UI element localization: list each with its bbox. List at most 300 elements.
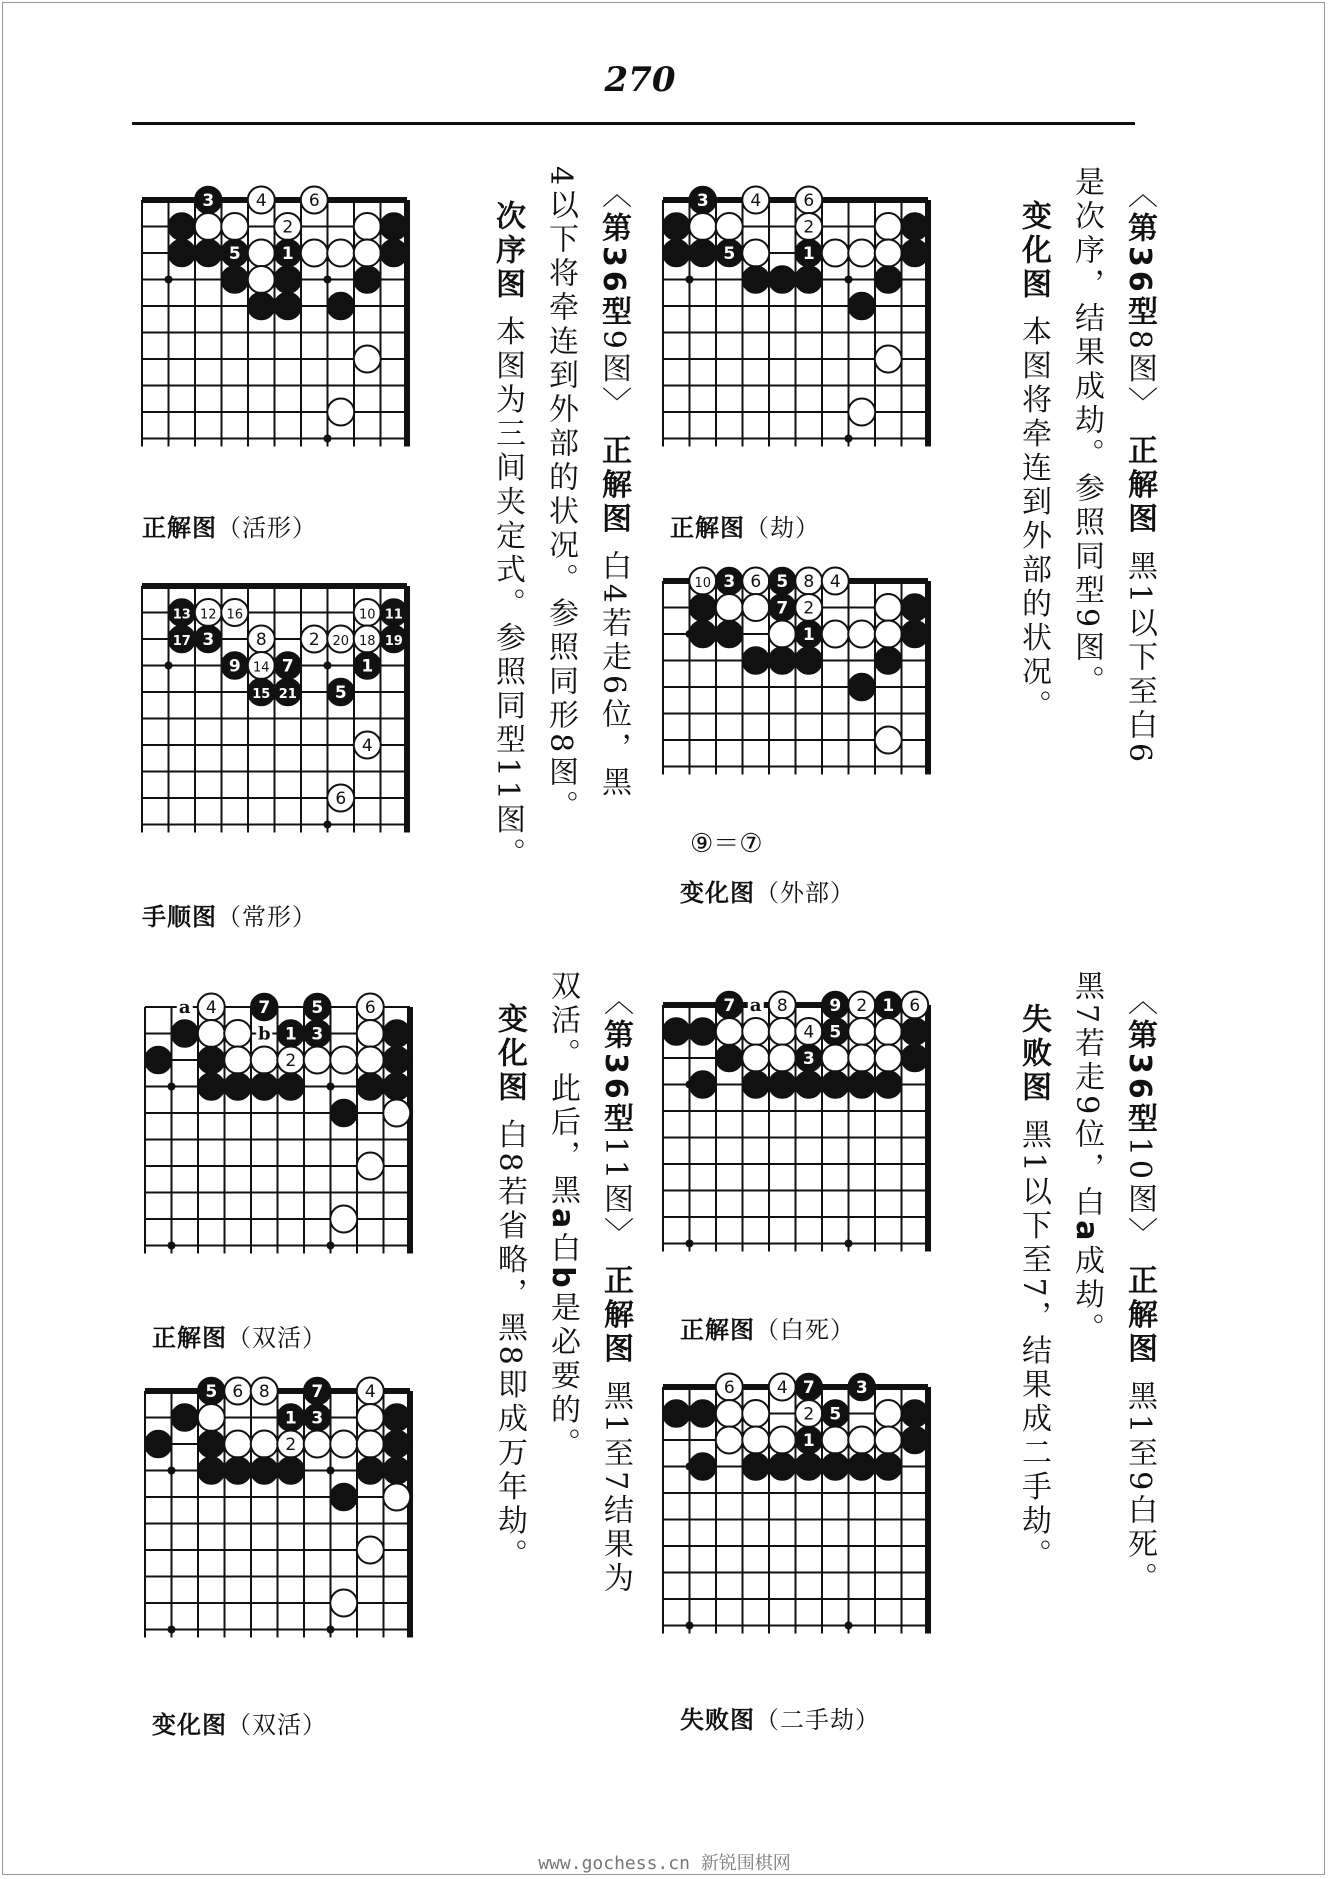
white-stone (198, 1404, 225, 1431)
move-number: 5 (829, 1022, 842, 1043)
black-stone (145, 1431, 172, 1458)
move-number: 3 (855, 1378, 868, 1398)
white-stone (848, 1045, 875, 1072)
text-col-10b (1069, 970, 1104, 1347)
move-number: 4 (361, 736, 373, 756)
black-stone (875, 647, 902, 674)
black-stone (795, 647, 822, 674)
text-segment: 黑1以下至7，结果成二手劫。 (1016, 1105, 1051, 1573)
black-stone (224, 1073, 251, 1100)
white-stone (742, 1018, 769, 1045)
move-number: 8 (776, 996, 788, 1016)
go-diagram-10-solution (663, 991, 1008, 1291)
white-stone (742, 1400, 769, 1427)
text-segment: 白4若走6位，黑 (596, 536, 631, 801)
text-segment: 本图将牵连到外部的状况。 (1016, 302, 1051, 724)
text-col-8c (1016, 200, 1051, 724)
black-stone (689, 1400, 716, 1427)
star-point (165, 662, 173, 670)
white-stone (742, 1427, 769, 1454)
white-stone (357, 1431, 384, 1458)
caption-d7: 失败图（二手劫） (680, 1706, 880, 1734)
black-stone (198, 1073, 225, 1100)
black-stone (689, 1071, 716, 1098)
move-number: 4 (776, 1378, 788, 1398)
move-number: 1 (882, 996, 895, 1016)
black-stone (277, 1457, 304, 1484)
black-stone (901, 1400, 928, 1427)
black-stone (357, 1457, 384, 1484)
move-number: 21 (278, 687, 297, 702)
black-stone (742, 1071, 769, 1098)
black-stone (171, 1404, 198, 1431)
go-diagram-8-variation (663, 567, 1008, 817)
black-stone (663, 1400, 690, 1427)
white-stone (251, 1047, 278, 1074)
caption-d3: 变化图（外部） (680, 879, 855, 907)
move-number: 4 (829, 572, 841, 592)
text-segment: 黑1以下至白6 (1122, 536, 1157, 767)
black-stone (901, 1018, 928, 1045)
star-point (324, 435, 332, 443)
black-stone (663, 1018, 690, 1045)
white-stone (383, 1100, 410, 1127)
move-number: 4 (803, 1022, 815, 1043)
white-stone (383, 1484, 410, 1511)
black-stone (357, 1073, 384, 1100)
star-point (168, 1242, 176, 1250)
white-stone (875, 727, 902, 754)
black-stone (795, 1071, 822, 1098)
diagram-note: ⑨＝⑦ (690, 829, 763, 859)
move-number: 6 (750, 572, 762, 592)
black-stone (822, 1071, 849, 1098)
text-segment: 白8若省略，黑8即成万年劫。 (492, 1105, 527, 1573)
black-stone (901, 621, 928, 648)
white-stone (875, 1427, 902, 1454)
white-stone (875, 621, 902, 648)
black-stone (383, 1020, 410, 1047)
text-segment: 次序图 (490, 200, 525, 302)
white-stone (875, 1018, 902, 1045)
black-stone (901, 1427, 928, 1454)
white-stone (822, 621, 849, 648)
text-segment: 失败图 (1016, 1003, 1051, 1105)
text-segment: 正解图 (1122, 434, 1157, 537)
black-stone (383, 1047, 410, 1074)
go-diagram-9-solution (142, 186, 487, 496)
white-stone (327, 399, 354, 426)
white-stone (221, 213, 248, 240)
white-stone (689, 213, 716, 240)
move-number: 17 (172, 634, 191, 649)
black-stone (742, 266, 769, 293)
white-stone (251, 1431, 278, 1458)
move-number: 1 (802, 625, 815, 645)
black-stone (274, 293, 301, 320)
text-col-10a (1122, 985, 1157, 1597)
caption-d2: 正解图（活形） (142, 514, 317, 542)
star-point (168, 1467, 176, 1475)
black-stone (689, 240, 716, 267)
white-stone (742, 240, 769, 267)
move-number: 3 (696, 191, 709, 211)
white-stone (224, 1431, 251, 1458)
move-number: 2 (856, 996, 868, 1016)
black-stone (901, 594, 928, 621)
black-stone (330, 1100, 357, 1127)
black-stone (383, 1073, 410, 1100)
text-col-11c (492, 1003, 527, 1573)
text-col-11b (545, 970, 580, 1462)
move-number: 5 (311, 998, 324, 1018)
go-board (663, 1373, 956, 1636)
text-segment: 正解图 (596, 434, 631, 537)
go-diagram-10-failure (663, 1373, 1008, 1673)
white-stone (224, 1020, 251, 1047)
move-number: 2 (285, 1051, 297, 1071)
white-stone (848, 1018, 875, 1045)
white-stone (304, 1431, 331, 1458)
go-diagram-11-solution (145, 993, 490, 1293)
black-stone (689, 594, 716, 621)
black-stone (327, 293, 354, 320)
text-col-8b (1069, 166, 1104, 700)
white-stone (875, 594, 902, 621)
white-stone (822, 240, 849, 267)
caption-d6: 正解图（双活） (152, 1324, 327, 1352)
move-number: 4 (205, 998, 217, 1018)
point-mark: a (178, 997, 191, 1018)
black-stone (689, 1018, 716, 1045)
text-segment: 〈 (596, 178, 631, 212)
white-stone (875, 213, 902, 240)
text-col-9a (596, 178, 631, 801)
text-segment: 是次序，结果成劫。参照同型9图。 (1069, 166, 1104, 700)
page-footer: www.gochess.cn 新锐围棋网 (538, 1853, 791, 1874)
white-stone (769, 621, 796, 648)
white-stone (848, 621, 875, 648)
move-number: 4 (750, 191, 762, 211)
star-point (327, 1626, 335, 1634)
text-segment: 变化图 (1016, 200, 1051, 302)
move-number: 4 (255, 191, 267, 211)
white-stone (330, 1206, 357, 1233)
go-board (142, 186, 435, 449)
caption-d8: 变化图（双活） (152, 1711, 327, 1739)
text-segment: 〈 (1122, 985, 1157, 1019)
black-stone (251, 1073, 278, 1100)
white-stone (357, 1153, 384, 1180)
text-segment: 10图〉 (1122, 1136, 1157, 1265)
star-point (324, 662, 332, 670)
go-board (663, 567, 956, 777)
move-number: 7 (281, 656, 294, 677)
white-stone (769, 1045, 796, 1072)
point-mark: a (749, 995, 762, 1016)
white-stone (248, 240, 275, 267)
move-number: 14 (252, 660, 270, 676)
text-segment: 黑1至9白死。 (1122, 1366, 1157, 1597)
black-stone (848, 1071, 875, 1098)
white-stone (327, 240, 354, 267)
move-number: 3 (802, 1049, 815, 1069)
black-stone (145, 1047, 172, 1074)
white-stone (354, 346, 381, 373)
white-stone (822, 1427, 849, 1454)
text-segment: 黑7若走9位，白 (1069, 970, 1104, 1221)
star-point (845, 1240, 853, 1248)
move-number: 5 (776, 572, 789, 592)
move-number: 3 (202, 191, 215, 211)
move-number: 7 (311, 1382, 324, 1402)
move-number: 2 (308, 630, 320, 650)
white-stone (716, 213, 743, 240)
point-mark: b (257, 1023, 271, 1045)
black-stone (383, 1457, 410, 1484)
white-stone (354, 240, 381, 267)
move-number: 1 (361, 656, 374, 677)
text-col-9c (490, 200, 525, 872)
black-stone (875, 1453, 902, 1480)
move-number: 7 (802, 1378, 815, 1398)
move-number: 8 (255, 630, 267, 650)
black-stone (168, 213, 195, 240)
go-diagram-11-variation (145, 1377, 490, 1677)
white-stone (769, 1427, 796, 1454)
text-segment: 第36型 (598, 1019, 633, 1137)
go-board (663, 186, 956, 449)
move-number: 2 (803, 217, 815, 238)
text-segment: a (1069, 1220, 1104, 1245)
black-stone (663, 213, 690, 240)
page-number: 270 (604, 60, 676, 100)
white-stone (357, 1047, 384, 1074)
header-rule (132, 122, 1135, 125)
text-segment: 8图〉 (1122, 329, 1157, 435)
move-number: 2 (803, 598, 815, 619)
text-segment: 第36型 (1122, 212, 1157, 330)
text-segment: 〈 (1122, 178, 1157, 212)
black-stone (795, 266, 822, 293)
move-number: 8 (258, 1382, 270, 1402)
black-stone (848, 1453, 875, 1480)
text-segment: 变化图 (492, 1003, 527, 1105)
caption-d4: 手顺图（常形） (142, 903, 317, 931)
text-segment: a (545, 1208, 580, 1233)
move-number: 18 (358, 634, 376, 649)
move-number: 1 (802, 244, 815, 264)
white-stone (875, 240, 902, 267)
move-number: 4 (364, 1382, 376, 1402)
black-stone (274, 266, 301, 293)
white-stone (357, 1404, 384, 1431)
black-stone (198, 1047, 225, 1074)
move-number: 5 (829, 1404, 842, 1425)
black-stone (224, 1457, 251, 1484)
move-number: 6 (909, 996, 921, 1016)
black-stone (198, 1457, 225, 1484)
white-stone (716, 1018, 743, 1045)
move-number: 3 (723, 572, 736, 592)
black-stone (663, 240, 690, 267)
move-number: 2 (285, 1435, 297, 1455)
move-number: 15 (252, 687, 271, 702)
text-segment: 成劫。 (1069, 1244, 1104, 1347)
move-number: 6 (723, 1378, 735, 1398)
text-segment: 11图〉 (598, 1136, 633, 1265)
star-point (327, 1467, 335, 1475)
white-stone (304, 1047, 331, 1074)
move-number: 2 (282, 217, 294, 238)
text-segment: 双活。此后，黑 (545, 970, 580, 1208)
text-segment: b (545, 1266, 580, 1292)
go-diagram-8-change (663, 186, 1008, 496)
move-number: 7 (258, 998, 271, 1018)
star-point (686, 276, 694, 284)
text-segment: 9图〉 (596, 329, 631, 435)
move-number: 6 (308, 191, 320, 211)
white-stone (198, 1020, 225, 1047)
black-stone (380, 240, 407, 267)
white-stone (875, 1045, 902, 1072)
white-stone (742, 1045, 769, 1072)
move-number: 1 (802, 1431, 815, 1451)
star-point (324, 821, 332, 829)
black-stone (689, 1453, 716, 1480)
text-col-11a (598, 985, 633, 1597)
black-stone (742, 647, 769, 674)
move-number: 12 (199, 607, 217, 623)
black-stone (251, 1457, 278, 1484)
star-point (327, 1083, 335, 1091)
move-number: 7 (776, 598, 789, 619)
text-segment: 第36型 (1122, 1019, 1157, 1137)
white-stone (716, 1400, 743, 1427)
text-segment: 4以下将牵连到外部的状况。参照同形8图。 (543, 166, 578, 825)
move-number: 7 (723, 996, 736, 1016)
move-number: 13 (172, 607, 191, 623)
black-stone (248, 293, 275, 320)
star-point (845, 276, 853, 284)
black-stone (383, 1431, 410, 1458)
caption-d5: 正解图（白死） (680, 1316, 855, 1344)
white-stone (330, 1431, 357, 1458)
move-number: 5 (228, 244, 241, 264)
star-point (845, 1622, 853, 1630)
move-number: 5 (205, 1382, 218, 1402)
move-number: 20 (332, 634, 350, 649)
white-stone (848, 399, 875, 426)
move-number: 3 (311, 1024, 324, 1045)
move-number: 11 (384, 607, 403, 623)
move-number: 9 (829, 996, 842, 1016)
move-number: 6 (335, 789, 347, 809)
star-point (327, 1242, 335, 1250)
black-stone (354, 266, 381, 293)
move-number: 6 (803, 191, 815, 211)
black-stone (330, 1484, 357, 1511)
white-stone (330, 1047, 357, 1074)
white-stone (769, 1018, 796, 1045)
move-number: 3 (202, 630, 215, 650)
white-stone (875, 1400, 902, 1427)
go-board (663, 991, 956, 1254)
white-stone (330, 1590, 357, 1617)
black-stone (168, 240, 195, 267)
move-number: 5 (723, 244, 736, 264)
star-point (324, 276, 332, 284)
black-stone (742, 1453, 769, 1480)
white-stone (742, 594, 769, 621)
move-number: 1 (281, 244, 294, 264)
move-number: 5 (334, 683, 347, 703)
white-stone (195, 213, 222, 240)
go-diagram-9-sequence (142, 572, 487, 877)
text-segment: 黑1至7结果为 (598, 1366, 633, 1597)
white-stone (716, 594, 743, 621)
white-stone (848, 240, 875, 267)
black-stone (901, 213, 928, 240)
move-number: 9 (228, 656, 241, 677)
black-stone (689, 621, 716, 648)
star-point (168, 1626, 176, 1634)
black-stone (221, 266, 248, 293)
move-number: 19 (384, 634, 403, 649)
black-stone (769, 266, 796, 293)
black-stone (171, 1020, 198, 1047)
white-stone (822, 1045, 849, 1072)
white-stone (716, 1427, 743, 1454)
black-stone (716, 621, 743, 648)
move-number: 6 (364, 998, 376, 1018)
move-number: 10 (694, 576, 712, 591)
star-point (686, 1622, 694, 1630)
black-stone (848, 293, 875, 320)
text-col-10c (1016, 1003, 1051, 1573)
go-board (142, 572, 435, 835)
text-segment: 是必要的。 (545, 1291, 580, 1462)
black-stone (795, 1453, 822, 1480)
white-stone (354, 213, 381, 240)
white-stone (301, 240, 328, 267)
star-point (165, 276, 173, 284)
text-segment: 白 (545, 1232, 580, 1267)
move-number: 2 (803, 1404, 815, 1425)
black-stone (875, 266, 902, 293)
black-stone (769, 1071, 796, 1098)
move-number: 8 (803, 572, 815, 592)
black-stone (769, 647, 796, 674)
white-stone (357, 1537, 384, 1564)
star-point (168, 1083, 176, 1091)
move-number: 16 (226, 607, 244, 623)
move-number: 1 (284, 1408, 297, 1429)
caption-d1: 正解图（劫） (670, 514, 820, 542)
go-board (145, 1377, 438, 1640)
text-segment: 第36型 (596, 212, 631, 330)
move-number: 10 (358, 607, 376, 623)
text-segment: 正解图 (598, 1264, 633, 1367)
white-stone (248, 266, 275, 293)
black-stone (901, 240, 928, 267)
black-stone (198, 1431, 225, 1458)
text-segment: 本图为三间夹定式。参照同型11图。 (490, 302, 525, 872)
black-stone (716, 1045, 743, 1072)
black-stone (380, 213, 407, 240)
black-stone (901, 1045, 928, 1072)
text-segment: 正解图 (1122, 1264, 1157, 1367)
